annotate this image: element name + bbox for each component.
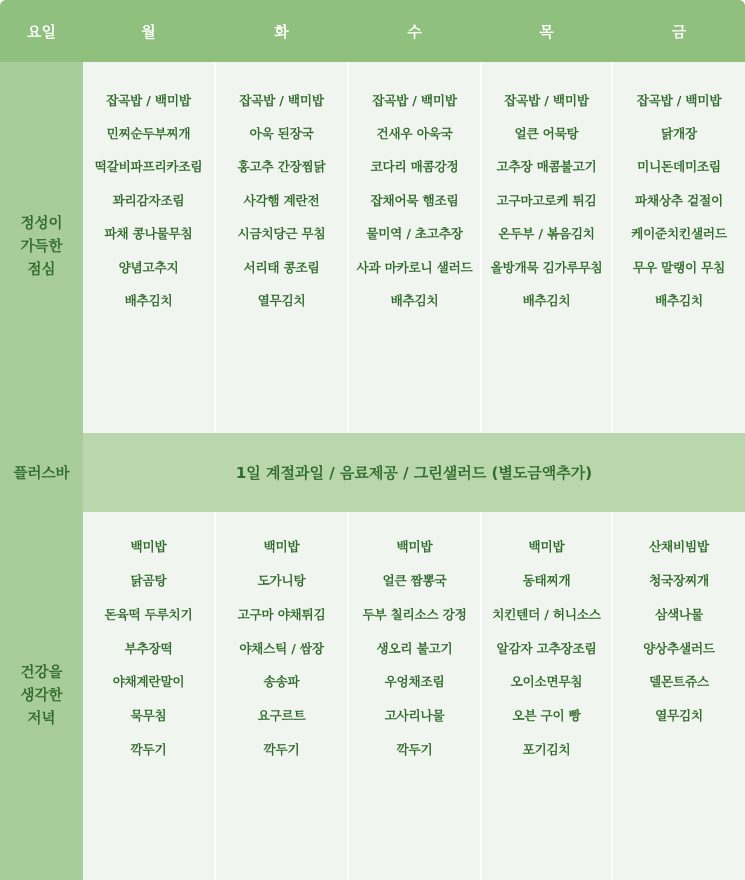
dinner-item: 오이소면무침 [510, 674, 583, 689]
dinner-label-line: 저녁 [27, 710, 56, 727]
dinner-item: 고사리나물 [384, 708, 445, 723]
dinner-item: 포기김치 [522, 742, 571, 757]
lunch-label-line: 점심 [27, 262, 56, 278]
dinner-column-thu [482, 512, 611, 880]
dinner-item: 두부 칠리소스 강정 [362, 607, 467, 622]
dinner-item: 산채비빔밥 [649, 539, 709, 554]
lunch-item: 건새우 아욱국 [376, 126, 453, 141]
lunch-item: 꽈리감자조림 [112, 193, 185, 208]
dinner-item: 열무김치 [655, 708, 703, 723]
lunch-item: 떡갈비파프리카조림 [94, 159, 203, 174]
dinner-item: 오븐 구이 빵 [512, 708, 581, 723]
dinner-item: 백미밥 [396, 539, 433, 554]
plus-bar-text: 1일 계절과일 / 음료제공 / 그린샐러드 (별도금액추가) [83, 433, 745, 512]
lunch-column-fri [613, 62, 745, 433]
dinner-item: 얼큰 짬뽕국 [382, 573, 447, 588]
lunch-item: 파채 콩나물무침 [104, 226, 193, 241]
lunch-item: 잡곡밥 / 백미밥 [239, 93, 324, 108]
dinner-item: 야채스틱 / 쌈장 [239, 641, 324, 656]
dinner-item: 깍두기 [396, 742, 433, 757]
lunch-item: 양념고추지 [118, 260, 179, 275]
dinner-label-line: 건강을 [20, 664, 63, 681]
dinner-item: 백미밥 [130, 539, 167, 554]
lunch-item: 케이준치킨샐러드 [631, 226, 727, 241]
header-row [0, 0, 745, 62]
lunch-item: 잡곡밥 / 백미밥 [504, 93, 589, 108]
header-day-fri: 금 [671, 22, 687, 41]
lunch-item: 잡채어묵 햄조림 [370, 193, 459, 208]
dinner-item: 삼색나물 [655, 607, 703, 622]
lunch-label-line: 정성이 [20, 216, 63, 232]
dinner-column-mon [83, 512, 214, 880]
dinner-item: 부추장떡 [124, 641, 173, 656]
dinner-item: 치킨텐더 / 허니소스 [492, 607, 601, 622]
dinner-item: 도가니탕 [257, 573, 306, 588]
lunch-column-mon [83, 62, 214, 433]
dinner-item: 송송파 [263, 674, 300, 689]
dinner-item: 요구르트 [257, 708, 306, 723]
header-day-thu: 목 [539, 22, 554, 41]
dinner-item: 묵무침 [130, 708, 167, 723]
dinner-item: 동태찌개 [522, 573, 571, 588]
lunch-item: 배추김치 [124, 293, 173, 308]
lunch-column-wed [349, 62, 480, 433]
lunch-item: 사과 마카로니 샐러드 [356, 260, 473, 275]
lunch-item: 고추장 매콤불고기 [496, 159, 597, 174]
dinner-item: 알감자 고추장조림 [496, 641, 597, 656]
dinner-item: 델몬트쥬스 [649, 674, 709, 689]
dinner-item: 우엉채조림 [384, 674, 445, 689]
dinner-label-line: 생각한 [20, 687, 63, 704]
lunch-item: 잡곡밥 / 백미밥 [106, 93, 191, 108]
dinner-item: 돈육떡 두루치기 [104, 607, 193, 622]
lunch-item: 서리태 콩조림 [243, 260, 320, 275]
header-day-mon: 월 [141, 22, 156, 41]
dinner-column-fri [613, 512, 745, 880]
lunch-label-line: 가득한 [20, 239, 63, 255]
dinner-column-wed [349, 512, 480, 880]
dinner-item: 백미밥 [528, 539, 565, 554]
dinner-item: 깍두기 [263, 742, 300, 757]
lunch-column-tue [216, 62, 347, 433]
lunch-item: 파채상추 겉절이 [635, 193, 723, 208]
lunch-column-thu [482, 62, 611, 433]
dinner-label [0, 512, 83, 880]
dinner-item: 깍두기 [130, 742, 167, 757]
lunch-item: 아욱 된장국 [249, 126, 314, 141]
header-day-tue: 화 [274, 22, 289, 41]
lunch-item: 무우 말랭이 무침 [632, 260, 726, 275]
dinner-item: 백미밥 [263, 539, 300, 554]
dinner-item: 청국장찌개 [649, 573, 709, 588]
lunch-item: 물미역 / 초고추장 [366, 226, 463, 241]
lunch-item: 배추김치 [655, 293, 703, 308]
lunch-item: 배추김치 [522, 293, 571, 308]
lunch-item: 민찌순두부찌개 [106, 126, 191, 141]
lunch-item: 코다리 매콤강정 [370, 159, 459, 174]
lunch-item: 미니돈데미조림 [637, 159, 721, 174]
dinner-item: 생오리 불고기 [376, 641, 453, 656]
dinner-column-tue [216, 512, 347, 880]
dinner-item: 닭곰탕 [130, 573, 167, 588]
lunch-item: 잡곡밥 / 백미밥 [636, 93, 722, 108]
lunch-item: 열무김치 [257, 293, 306, 308]
lunch-item: 닭개장 [661, 126, 697, 141]
lunch-item: 고구마고로케 튀김 [496, 193, 597, 208]
header-day-wed: 수 [407, 22, 422, 41]
dinner-item: 야채계란말이 [112, 674, 185, 689]
plus-bar-label: 플러스바 [0, 433, 83, 512]
lunch-item: 사각햄 계란전 [243, 193, 320, 208]
lunch-item: 올방개묵 김가루무침 [490, 260, 603, 275]
lunch-item: 시금치당근 무침 [237, 226, 326, 241]
lunch-label [0, 62, 83, 433]
lunch-item: 배추김치 [390, 293, 439, 308]
lunch-item: 잡곡밥 / 백미밥 [372, 93, 457, 108]
lunch-item: 온두부 / 볶음김치 [498, 226, 595, 241]
header-corner-label: 요일 [27, 22, 56, 41]
dinner-item: 양상추샐러드 [643, 641, 715, 656]
lunch-item: 얼큰 어묵탕 [514, 126, 579, 141]
lunch-item: 홍고추 간장찜닭 [237, 159, 326, 174]
dinner-item: 고구마 야채튀김 [237, 607, 326, 622]
